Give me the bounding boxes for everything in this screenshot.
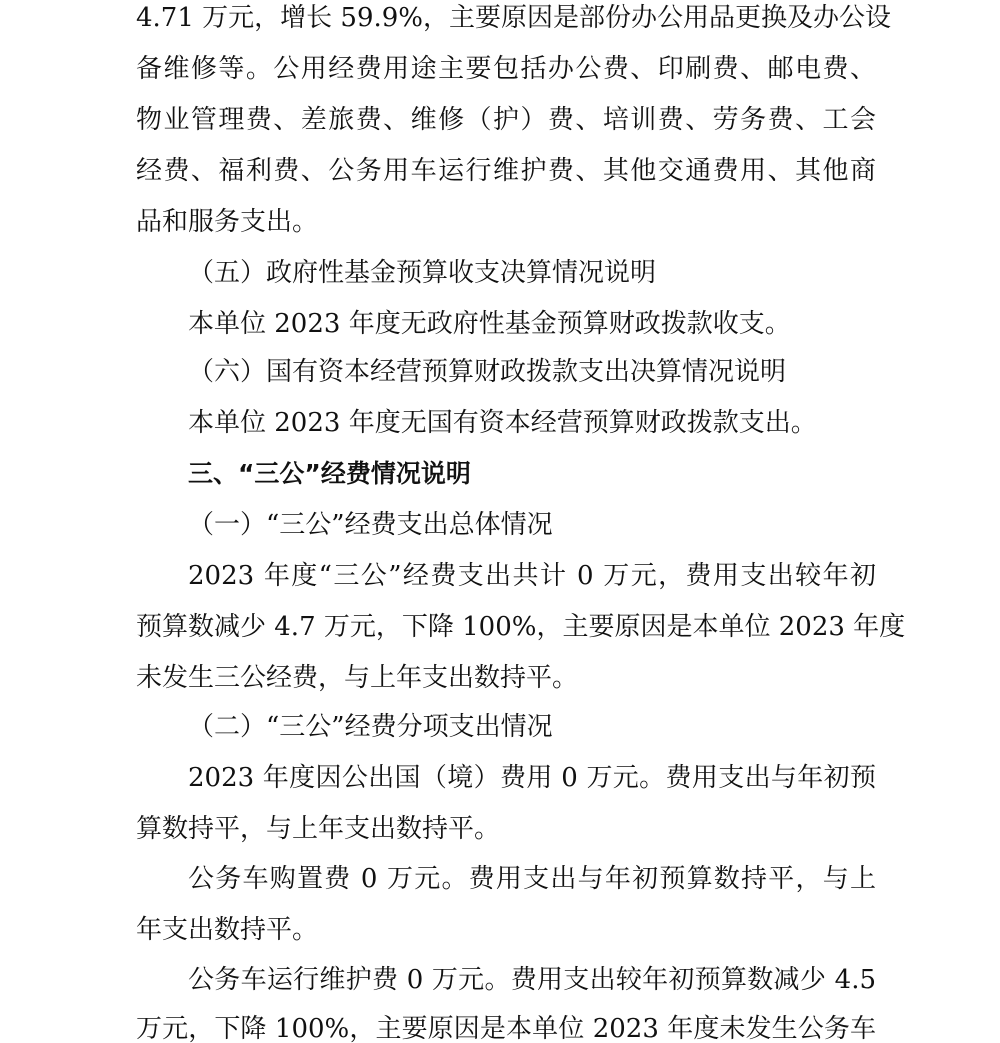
paragraph-line: 万元，下降 100%，主要原因是本单位 2023 年度未发生公务车	[136, 1014, 876, 1043]
section-heading-2: （二）“三公”经费分项支出情况	[188, 712, 553, 742]
paragraph-line: 经费、福利费、公务用车运行维护费、其他交通费用、其他商	[136, 156, 876, 186]
paragraph-line: 公务车运行维护费 0 万元。费用支出较年初预算数减少 4.5	[188, 965, 876, 995]
section-heading-6: （六）国有资本经营预算财政拨款支出决算情况说明	[188, 357, 787, 387]
paragraph-line: 预算数减少 4.7 万元，下降 100%，主要原因是本单位 2023 年度	[136, 612, 906, 642]
paragraph-line: 年支出数持平。	[136, 915, 319, 945]
paragraph-line: 本单位 2023 年度无政府性基金预算财政拨款收支。	[188, 309, 791, 339]
paragraph-line: 品和服务支出。	[136, 207, 319, 237]
section-heading-5: （五）政府性基金预算收支决算情况说明	[188, 258, 657, 288]
paragraph-line: 公务车购置费 0 万元。费用支出与年初预算数持平，与上	[188, 864, 876, 894]
section-heading-1: （一）“三公”经费支出总体情况	[188, 510, 553, 540]
paragraph-line: 备维修等。公用经费用途主要包括办公费、印刷费、邮电费、	[136, 54, 876, 84]
chapter-heading-3: 三、“三公”经费情况说明	[188, 459, 471, 488]
paragraph-line: 未发生三公经费，与上年支出数持平。	[136, 663, 579, 693]
paragraph-line: 2023 年度因公出国（境）费用 0 万元。费用支出与年初预	[188, 763, 876, 793]
paragraph-line: 2023 年度“三公”经费支出共计 0 万元，费用支出较年初	[188, 561, 876, 591]
paragraph-line: 本单位 2023 年度无国有资本经营预算财政拨款支出。	[188, 408, 817, 438]
paragraph-line: 物业管理费、差旅费、维修（护）费、培训费、劳务费、工会	[136, 105, 876, 135]
paragraph-line: 算数持平，与上年支出数持平。	[136, 814, 501, 844]
paragraph-line: 4.71 万元，增长 59.9%，主要原因是部份办公用品更换及办公设	[136, 3, 892, 33]
